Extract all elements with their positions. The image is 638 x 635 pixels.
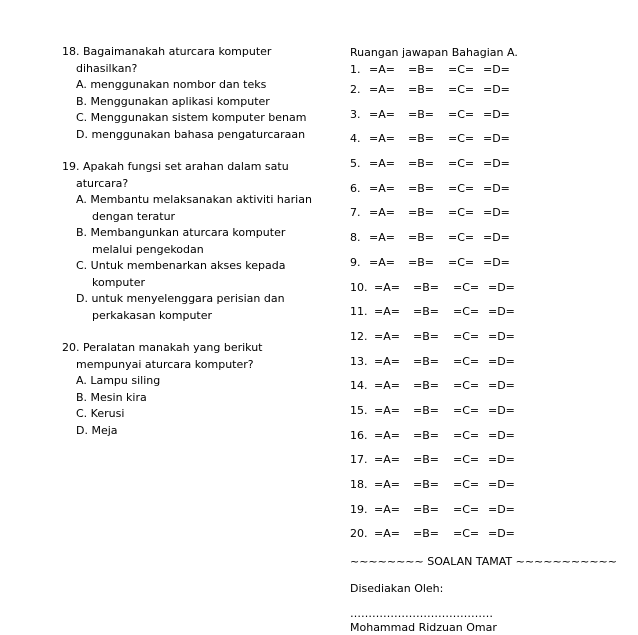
answer-choice-a[interactable]: =A= [374,354,400,368]
answer-row [350,448,635,473]
answer-row [350,350,635,375]
answer-row [350,177,635,202]
answer-choice-b[interactable]: =B= [413,403,439,417]
answer-number: 20. [350,527,368,541]
answer-choice-c[interactable]: =C= [453,354,480,368]
answer-choice-b[interactable]: =B= [413,379,439,393]
answer-choice-c[interactable]: =C= [453,527,480,541]
answer-choice-c[interactable]: =C= [448,83,475,96]
answer-choice-a[interactable]: =A= [374,428,400,442]
question-option: perkakasan komputer [92,308,213,322]
answer-choice-c[interactable]: =C= [448,255,475,269]
answer-row [350,103,635,128]
answer-choice-b[interactable]: =B= [413,478,439,491]
question-stem: mempunyai aturcara komputer? [76,357,254,371]
answer-choice-c[interactable]: =C= [448,206,475,220]
answer-choice-d[interactable]: =D= [488,527,515,541]
answer-choice-b[interactable]: =B= [408,83,434,96]
answer-row [350,62,635,78]
answer-choice-b[interactable]: =B= [413,305,439,319]
answer-choice-d[interactable]: =D= [488,329,515,343]
answer-choice-d[interactable]: =D= [483,255,510,269]
answer-number: 9. [350,255,361,269]
answer-choice-d[interactable]: =D= [488,478,515,491]
answer-row [350,498,635,523]
answer-choice-c[interactable]: =C= [448,63,475,76]
answer-choice-b[interactable]: =B= [408,181,434,195]
answer-choice-d[interactable]: =D= [488,305,515,319]
answer-choice-c[interactable]: =C= [453,403,480,417]
answer-choice-b[interactable]: =B= [408,132,434,146]
answer-row [350,473,635,498]
answer-choice-b[interactable]: =B= [408,107,434,121]
answer-number: 16. [350,428,368,442]
question-stem: 19. Apakah fungsi set arahan dalam satu [62,160,289,173]
answer-choice-a[interactable]: =A= [374,453,400,467]
answer-number: 10. [350,280,368,294]
question-option: B. Mesin kira [76,390,147,404]
answer-choice-d[interactable]: =D= [488,428,515,442]
answer-choice-d[interactable]: =D= [488,502,515,516]
answer-number: 4. [350,132,361,146]
answer-choice-c[interactable]: =C= [453,329,480,343]
answer-row [350,251,635,276]
answer-choice-d[interactable]: =D= [488,453,515,467]
answer-choice-c[interactable]: =C= [448,132,475,146]
answer-row [350,399,635,424]
answer-sheet [350,44,635,635]
question-option: B. Menggunakan aplikasi komputer [76,94,270,108]
answer-choice-b[interactable]: =B= [413,354,439,368]
answer-number: 2. [350,83,361,96]
end-of-questions-banner: ~~~~~~~~ SOALAN TAMAT ~~~~~~~~~~~ [350,555,617,569]
answer-choice-a[interactable]: =A= [369,63,395,76]
answer-choice-d[interactable]: =D= [483,83,510,96]
answer-choice-a[interactable]: =A= [369,107,395,121]
answer-choice-a[interactable]: =A= [369,83,395,96]
question-option: D. Meja [76,423,118,437]
signature-line: ………………………………… [350,607,493,621]
answer-choice-d[interactable]: =D= [483,181,510,195]
answer-choice-c[interactable]: =C= [453,305,480,319]
answer-choice-d[interactable]: =D= [483,231,510,245]
question-option: C. Menggunakan sistem komputer benam [76,111,307,124]
answer-choice-c[interactable]: =C= [448,107,475,121]
answer-choice-a[interactable]: =A= [369,132,395,146]
answer-choice-c[interactable]: =C= [453,280,480,294]
answer-choice-d[interactable]: =D= [483,157,510,171]
answer-number: 11. [350,305,368,319]
answer-choice-a[interactable]: =A= [374,502,400,516]
prepared-by-label: Disediakan Oleh: [350,582,444,596]
answer-choice-d[interactable]: =D= [483,132,510,146]
answer-choice-d[interactable]: =D= [488,403,515,417]
answer-choice-d[interactable]: =D= [483,206,510,220]
question-option: C. Kerusi [76,407,125,420]
answer-row [350,226,635,251]
answer-choice-b[interactable]: =B= [408,157,434,171]
answer-choice-c[interactable]: =C= [453,379,480,393]
answer-number: 1. [350,63,361,76]
answer-row [350,522,635,547]
question-stem: aturcara? [76,176,129,190]
answer-choice-b[interactable]: =B= [408,255,434,269]
answer-number: 19. [350,502,368,516]
answer-row [350,374,635,399]
answer-choice-a[interactable]: =A= [369,255,395,269]
question-19 [62,159,332,324]
answer-row [350,325,635,350]
answer-choice-b[interactable]: =B= [408,63,434,76]
question-stem: 18. Bagaimanakah aturcara komputer [62,45,272,58]
answer-choice-b[interactable]: =B= [413,428,439,442]
answer-number: 14. [350,379,368,393]
answer-choice-d[interactable]: =D= [488,379,515,393]
answer-choice-b[interactable]: =B= [413,527,439,541]
answer-number: 17. [350,453,368,467]
answer-choice-a[interactable]: =A= [369,231,395,245]
answer-choice-b[interactable]: =B= [413,280,439,294]
answer-choice-c[interactable]: =C= [448,231,475,245]
answer-row [350,300,635,325]
answer-sheet-title: Ruangan jawapan Bahagian A. [350,46,518,59]
answer-choice-a[interactable]: =A= [369,181,395,195]
answer-number: 13. [350,354,368,368]
answer-choice-d[interactable]: =D= [488,354,515,368]
answer-choice-d[interactable]: =D= [483,107,510,121]
answer-choice-b[interactable]: =B= [408,206,434,220]
question-stem: 20. Peralatan manakah yang berikut [62,341,263,354]
answer-choice-a[interactable]: =A= [374,280,400,294]
questions-column [62,44,332,439]
answer-choice-c[interactable]: =C= [453,502,480,516]
answer-number: 6. [350,181,361,195]
answer-choice-c[interactable]: =C= [453,453,480,467]
question-option: komputer [92,275,145,289]
answer-number: 8. [350,231,361,245]
answer-choice-c[interactable]: =C= [453,478,480,491]
question-option: dengan teratur [92,209,176,223]
answer-choice-c[interactable]: =C= [448,157,475,171]
answer-choice-b[interactable]: =B= [413,502,439,516]
question-option: B. Membangunkan aturcara komputer [76,226,286,239]
answer-choice-b[interactable]: =B= [413,453,439,467]
answer-row [350,276,635,301]
answer-number: 18. [350,478,368,491]
answer-choice-d[interactable]: =D= [483,63,510,76]
answer-row [350,127,635,152]
answer-choice-b[interactable]: =B= [408,231,434,245]
question-option: A. Lampu siling [76,374,161,387]
answer-choice-a[interactable]: =A= [369,206,395,220]
question-20 [62,340,332,439]
answer-choice-c[interactable]: =C= [448,181,475,195]
author-name: Mohammad Ridzuan Omar [350,621,497,635]
answer-choice-a[interactable]: =A= [374,305,400,319]
answer-row [350,201,635,226]
answer-number: 7. [350,206,361,220]
answer-choice-a[interactable]: =A= [374,329,400,343]
answer-choice-a[interactable]: =A= [374,379,400,393]
answer-choice-b[interactable]: =B= [413,329,439,343]
answer-choice-a[interactable]: =A= [374,527,400,541]
answer-row [350,78,635,103]
question-option: D. untuk menyelenggara perisian dan [76,292,285,305]
question-option: melalui pengekodan [92,242,204,256]
answer-choice-a[interactable]: =A= [369,157,395,171]
answer-choice-c[interactable]: =C= [453,428,480,442]
question-stem: dihasilkan? [76,61,138,75]
answer-number: 12. [350,329,368,343]
question-option: A. menggunakan nombor dan teks [76,78,267,91]
answer-row [350,152,635,177]
answer-number: 15. [350,403,368,417]
answer-choice-a[interactable]: =A= [374,478,400,491]
question-option: C. Untuk membenarkan akses kepada [76,259,286,272]
answer-row [350,424,635,449]
question-option: A. Membantu melaksanakan aktiviti harian [76,193,312,206]
answer-number: 3. [350,107,361,121]
question-18 [62,44,332,143]
question-option: D. menggunakan bahasa pengaturcaraan [76,127,306,141]
answer-choice-a[interactable]: =A= [374,403,400,417]
answer-number: 5. [350,157,361,171]
answer-choice-d[interactable]: =D= [488,280,515,294]
